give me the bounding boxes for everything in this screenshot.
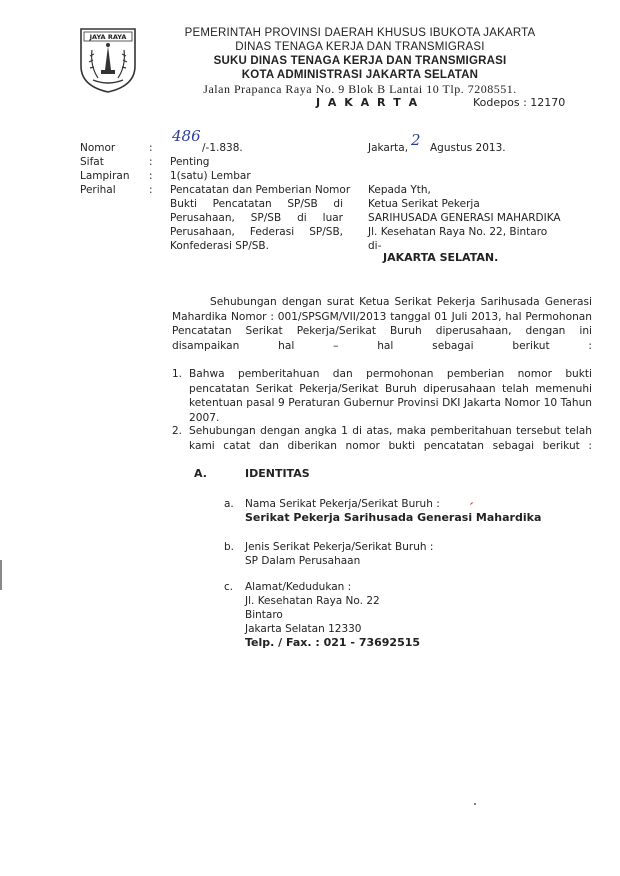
item-c-line3: Jakarta Selatan 12330 — [245, 623, 362, 635]
lampiran-colon: : — [149, 170, 153, 182]
letterhead-line1: PEMERINTAH PROVINSI DAERAH KHUSUS IBUKOTA JAKARTA — [184, 27, 536, 39]
scan-dot — [474, 803, 476, 805]
item-b-value: SP Dalam Perusahaan — [245, 555, 361, 567]
letterhead-line2: DINAS TENAGA KERJA DAN TRANSMIGRASI — [235, 41, 485, 53]
nomor-value: /-1.838. — [202, 142, 243, 154]
perihal-label: Perihal — [80, 184, 116, 196]
letterhead-line4: KOTA ADMINISTRASI JAKARTA SELATAN — [241, 69, 479, 81]
item-a-letter: a. — [224, 498, 234, 510]
recipient-line4: Jl. Kesehatan Raya No. 22, Bintaro — [368, 226, 548, 238]
item-a-label: Nama Serikat Pekerja/Serikat Buruh : — [245, 498, 440, 510]
lampiran-label: Lampiran — [80, 170, 130, 182]
nomor-handwritten: 486 — [172, 127, 201, 145]
recipient-line1: Kepada Yth, — [368, 184, 431, 196]
item-b-letter: b. — [224, 541, 235, 553]
perihal-line: Konfederasi SP/SB. — [170, 240, 269, 252]
nomor-label: Nomor — [80, 142, 116, 154]
intro-paragraph: Sehubungan dengan surat Ketua Serikat Pekerja Sarihusada Generasi Mahardika Nomor : 001/SPSGM/VII/2013 tanggal 01 Juli 2013, hal Permohonan Pencatatan Serikat Pekerja/Serikat Buruh diperusahaan, dengan ini disampaikan hal – hal sebagai berikut : — [172, 296, 592, 352]
item-c-label: Alamat/Kedudukan : — [245, 581, 352, 593]
letterhead-address: Jalan Prapanca Raya No. 9 Blok B Lantai 10 Tlp. 7208551. — [203, 82, 517, 96]
perihal-line: Bukti Pencatatan SP/SB di — [170, 198, 343, 210]
section-title: IDENTITAS — [245, 467, 310, 480]
date-prefix: Jakarta, — [368, 142, 409, 154]
scan-edge — [0, 560, 2, 590]
date-day-handwritten: 2 — [411, 131, 421, 149]
date-suffix: Agustus 2013. — [430, 142, 506, 154]
letterhead-city: J A K A R T A — [316, 96, 420, 109]
item-a-value: Serikat Pekerja Sarihusada Generasi Mahardika — [245, 511, 542, 524]
item1-paragraph: Bahwa pemberitahuan dan permohonan pemberian nomor bukti pencatatan Serikat Pekerja/Serikat Buruh diperusahaan telah memenuhi ketentuan pasal 9 Peraturan Gubernur Provinsi DKI Jakarta Nomor 10 Tahun 2007. — [189, 368, 592, 424]
recipient-line3: SARIHUSADA GENERASI MAHARDIKA — [368, 212, 561, 224]
recipient-line2: Ketua Serikat Pekerja — [368, 198, 480, 210]
lampiran-value: 1(satu) Lembar — [170, 170, 251, 182]
perihal-colon: : — [149, 184, 153, 196]
pen-mark — [470, 502, 473, 505]
perihal-line: Pencatatan dan Pemberian Nomor — [170, 184, 351, 196]
perihal-line: Perusahaan, SP/SB di luar — [170, 212, 343, 224]
letterhead-line3: SUKU DINAS TENAGA KERJA DAN TRANSMIGRASI — [213, 55, 507, 67]
item2-number: 2. — [172, 425, 183, 437]
logo-text: JAYA RAYA — [89, 33, 127, 42]
perihal-line: Perusahaan, Federasi SP/SB, — [170, 226, 343, 238]
sifat-value: Penting — [170, 156, 210, 168]
recipient-line5: di- — [368, 240, 382, 252]
item-c-line2: Bintaro — [245, 609, 283, 621]
item-c-phone: Telp. / Fax. : 021 - 73692515 — [245, 636, 421, 649]
item-c-letter: c. — [224, 581, 234, 593]
sifat-colon: : — [149, 156, 153, 168]
item2-paragraph: Sehubungan dengan angka 1 di atas, maka pemberitahuan tersebut telah kami catat dan diberikan nomor bukti pencatatan sebagai berikut : — [189, 425, 592, 452]
recipient-city: JAKARTA SELATAN. — [383, 251, 499, 264]
sifat-label: Sifat — [80, 156, 104, 168]
item-c-line1: Jl. Kesehatan Raya No. 22 — [245, 595, 380, 607]
nomor-colon: : — [149, 142, 153, 154]
item1-number: 1. — [172, 368, 183, 380]
letterhead-postal: Kodepos : 12170 — [473, 96, 566, 109]
item-b-label: Jenis Serikat Pekerja/Serikat Buruh : — [245, 541, 434, 553]
section-letter: A. — [194, 467, 207, 480]
